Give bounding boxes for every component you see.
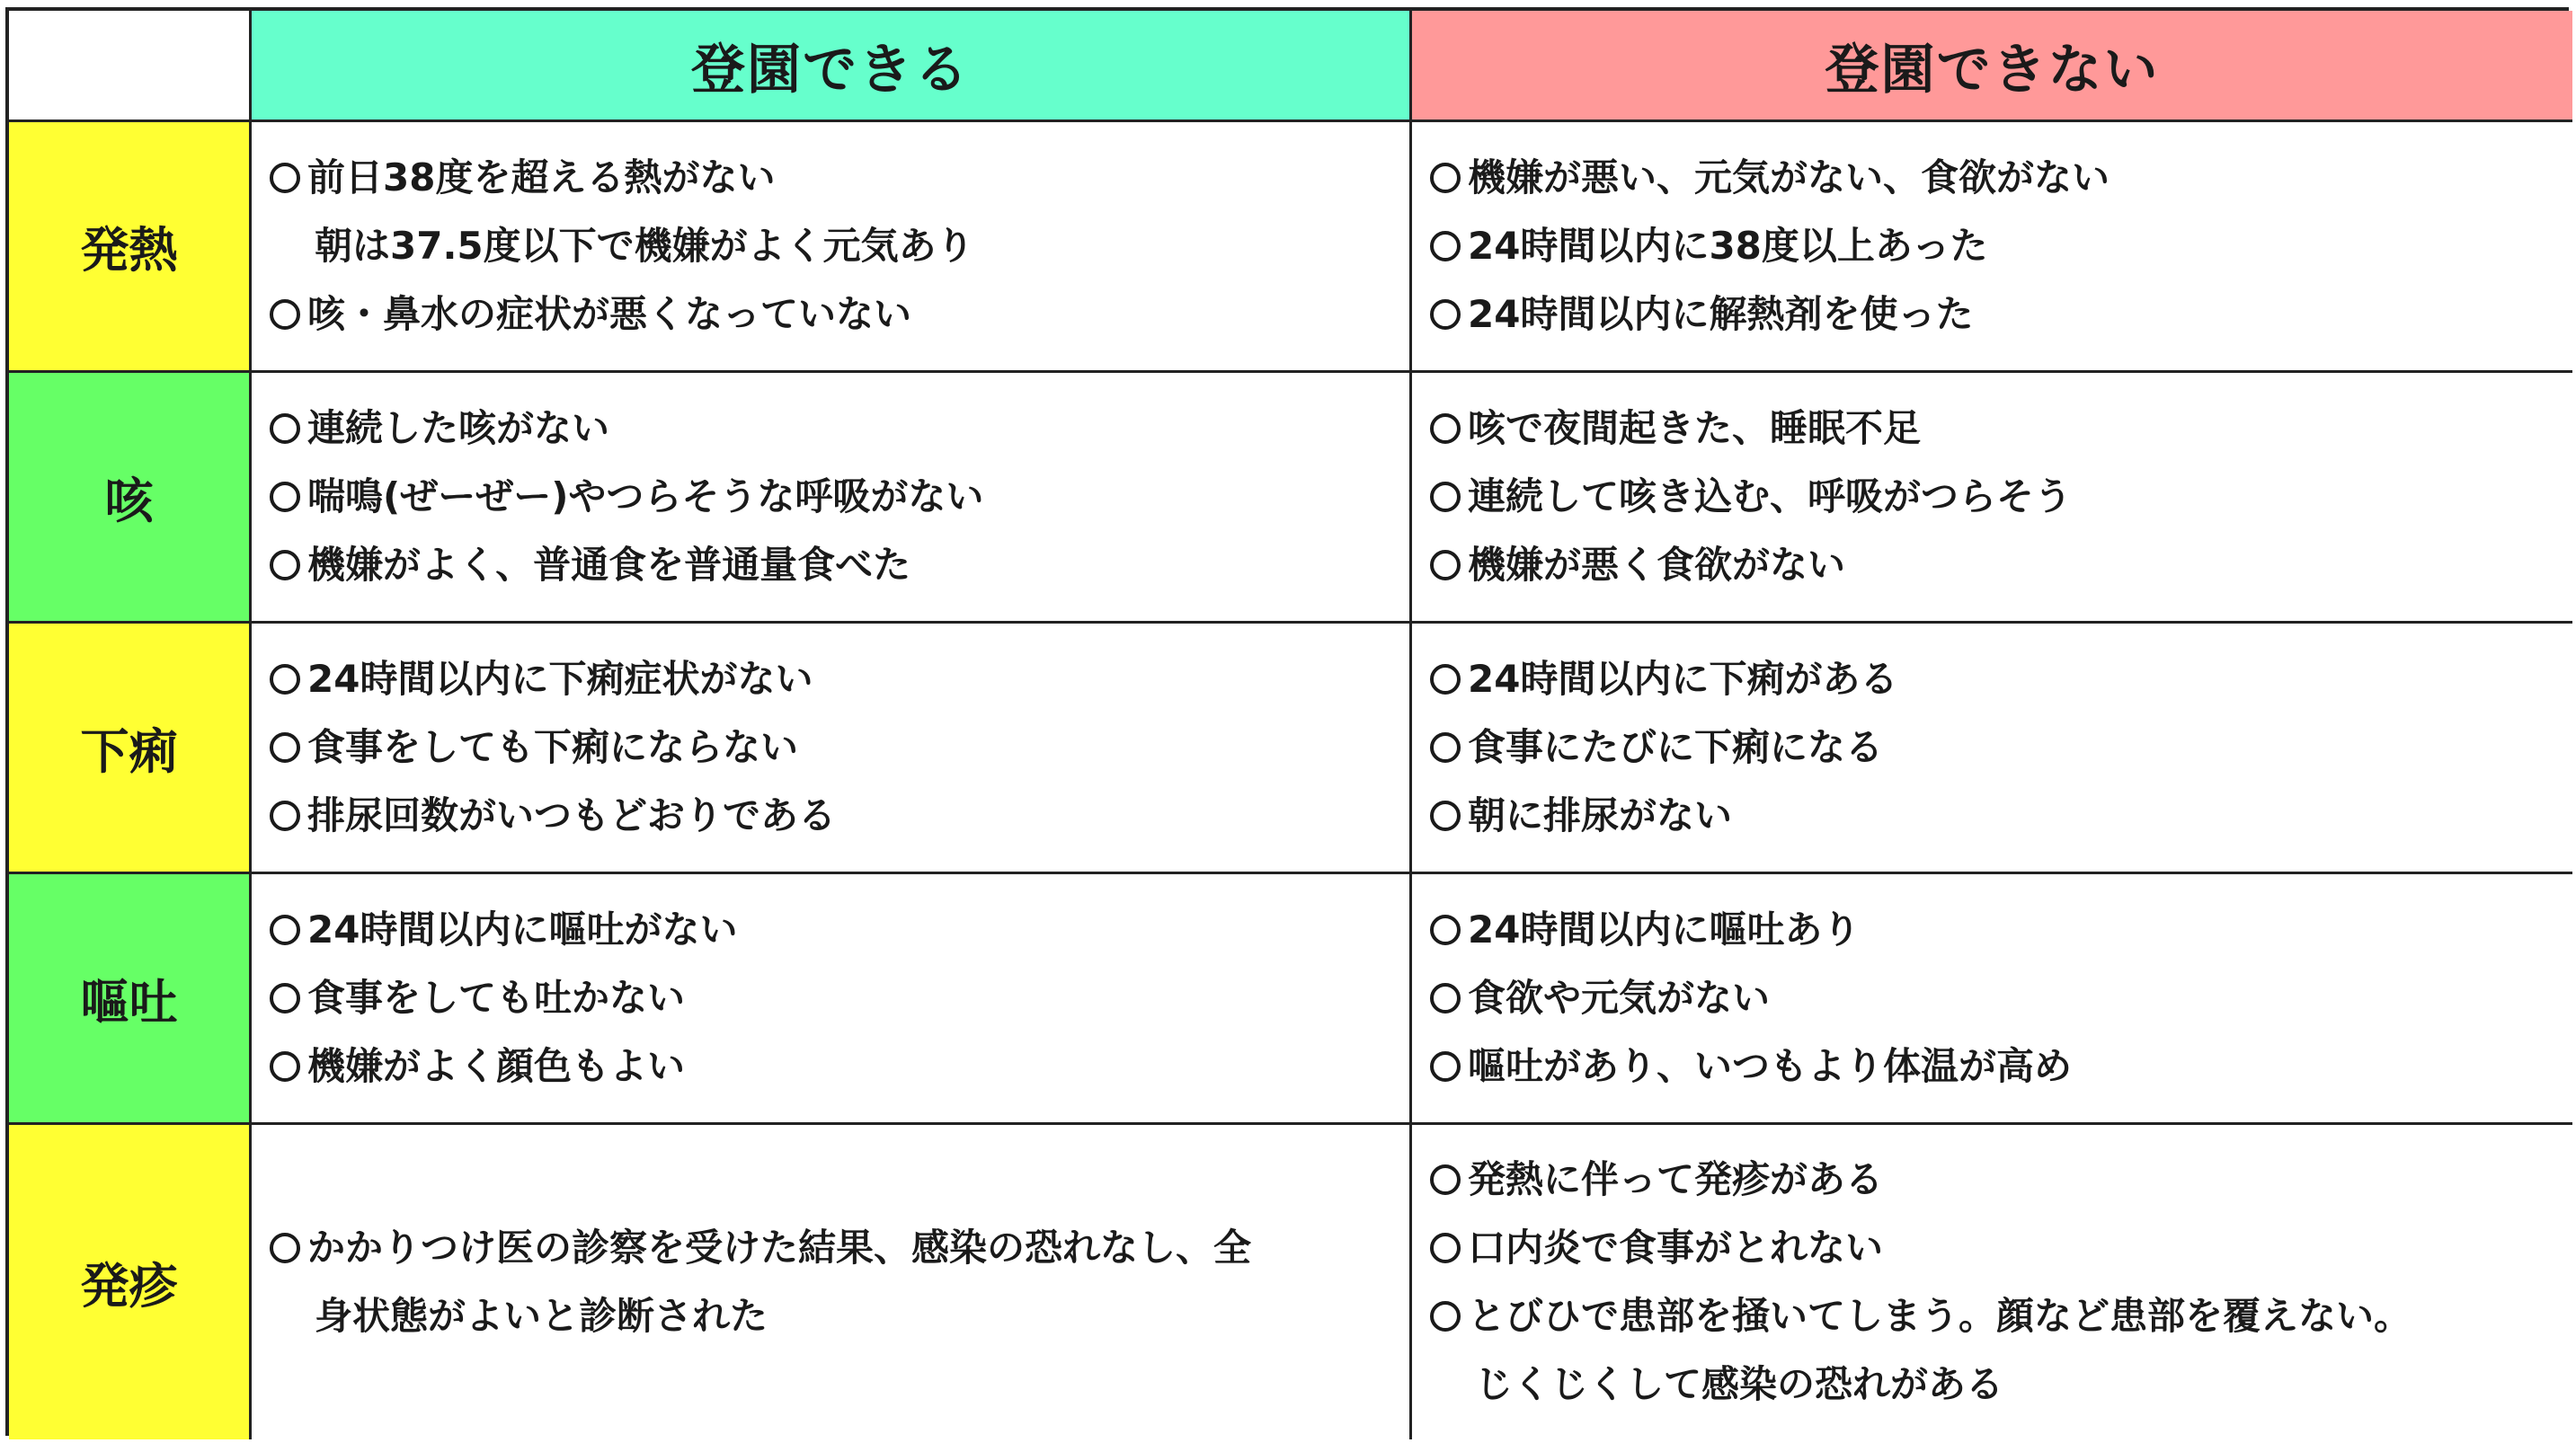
vomiting-cannot-attend-cell	[1412, 874, 2572, 1125]
list-item: 機嫌が悪い、元気がない、食欲がない	[1430, 144, 2558, 212]
circle-bullet-icon	[1430, 801, 1461, 831]
circle-bullet-icon	[270, 299, 300, 330]
row-label-rash: 発疹	[9, 1125, 252, 1439]
circle-bullet-icon	[1430, 1164, 1461, 1195]
list-item: とびひで患部を掻いてしまう。顔など患部を覆えない。	[1430, 1282, 2558, 1350]
list-item: かかりつけ医の診察を受けた結果、感染の恐れなし、全	[270, 1214, 1395, 1282]
circle-bullet-icon	[270, 482, 300, 512]
list-item: 喘鳴(ぜーぜー)やつらそうな呼吸がない	[270, 463, 1395, 531]
list-item: 前日38度を超える熱がない	[270, 144, 1395, 212]
row-label-vomiting: 嘔吐	[9, 874, 252, 1125]
list-item-continuation: じくじくして感染の恐れがある	[1475, 1362, 2004, 1406]
circle-bullet-icon	[270, 732, 300, 763]
list-item: 24時間以内に下痢がある	[1430, 645, 2558, 713]
cough-can-attend-cell	[252, 373, 1412, 624]
list-item: 24時間以内に38度以上あった	[1430, 212, 2558, 280]
list-item: 排尿回数がいつもどおりである	[270, 782, 1395, 850]
circle-bullet-icon	[270, 983, 300, 1014]
list-item: 咳・鼻水の症状が悪くなっていない	[270, 280, 1395, 349]
list-item: 朝に排尿がない	[1430, 782, 2558, 850]
circle-bullet-icon	[270, 163, 300, 193]
list-item: 24時間以内に解熱剤を使った	[1430, 280, 2558, 349]
list-item: 口内炎で食事がとれない	[1430, 1214, 2558, 1282]
list-item: 食事をしても吐かない	[270, 964, 1395, 1032]
circle-bullet-icon	[270, 664, 300, 695]
list-item: 24時間以内に下痢症状がない	[270, 645, 1395, 713]
cough-cannot-attend-cell	[1412, 373, 2572, 624]
circle-bullet-icon	[1430, 1301, 1461, 1332]
row-label-diarrhea: 下痢	[9, 624, 252, 874]
row-label-cough: 咳	[9, 373, 252, 624]
list-item: 食事をしても下痢にならない	[270, 713, 1395, 782]
rash-cannot-attend-cell	[1412, 1125, 2572, 1439]
circle-bullet-icon	[270, 1233, 300, 1263]
list-item: 発熱に伴って発疹がある	[1430, 1146, 2558, 1214]
circle-bullet-icon	[1430, 915, 1461, 945]
circle-bullet-icon	[270, 801, 300, 831]
vomiting-can-attend-cell	[252, 874, 1412, 1125]
list-item-continuation: 身状態がよいと診断された	[315, 1294, 768, 1338]
list-item: 食欲や元気がない	[1430, 964, 2558, 1032]
list-item: 機嫌がよく、普通食を普通量食べた	[270, 531, 1395, 599]
circle-bullet-icon	[270, 550, 300, 580]
list-item: 機嫌が悪く食欲がない	[1430, 531, 2558, 599]
list-item: 食事にたびに下痢になる	[1430, 713, 2558, 782]
diarrhea-cannot-attend-cell	[1412, 624, 2572, 874]
circle-bullet-icon	[270, 915, 300, 945]
header-corner-cell	[9, 11, 252, 122]
circle-bullet-icon	[1430, 231, 1461, 261]
circle-bullet-icon	[1430, 550, 1461, 580]
circle-bullet-icon	[270, 413, 300, 444]
circle-bullet-icon	[1430, 413, 1461, 444]
list-item: 連続して咳き込む、呼吸がつらそう	[1430, 463, 2558, 531]
circle-bullet-icon	[1430, 1233, 1461, 1263]
list-item: 24時間以内に嘔吐あり	[1430, 896, 2558, 964]
circle-bullet-icon	[1430, 1051, 1461, 1082]
circle-bullet-icon	[1430, 482, 1461, 512]
diarrhea-can-attend-cell	[252, 624, 1412, 874]
row-label-fever: 発熱	[9, 122, 252, 373]
circle-bullet-icon	[1430, 163, 1461, 193]
attendance-criteria-table	[5, 7, 2569, 1436]
circle-bullet-icon	[270, 1051, 300, 1082]
list-item: 24時間以内に嘔吐がない	[270, 896, 1395, 964]
circle-bullet-icon	[1430, 732, 1461, 763]
rash-can-attend-cell	[252, 1125, 1412, 1439]
header-cannot-attend: 登園できない	[1412, 11, 2572, 122]
list-item: 連続した咳がない	[270, 394, 1395, 463]
list-item-continuation: 朝は37.5度以下で機嫌がよく元気あり	[315, 224, 974, 268]
circle-bullet-icon	[1430, 664, 1461, 695]
fever-can-attend-cell	[252, 122, 1412, 373]
list-item: 嘔吐があり、いつもより体温が高め	[1430, 1032, 2558, 1101]
fever-cannot-attend-cell	[1412, 122, 2572, 373]
circle-bullet-icon	[1430, 299, 1461, 330]
list-item: 機嫌がよく顔色もよい	[270, 1032, 1395, 1101]
circle-bullet-icon	[1430, 983, 1461, 1014]
header-can-attend: 登園できる	[252, 11, 1412, 122]
list-item: 咳で夜間起きた、睡眠不足	[1430, 394, 2558, 463]
